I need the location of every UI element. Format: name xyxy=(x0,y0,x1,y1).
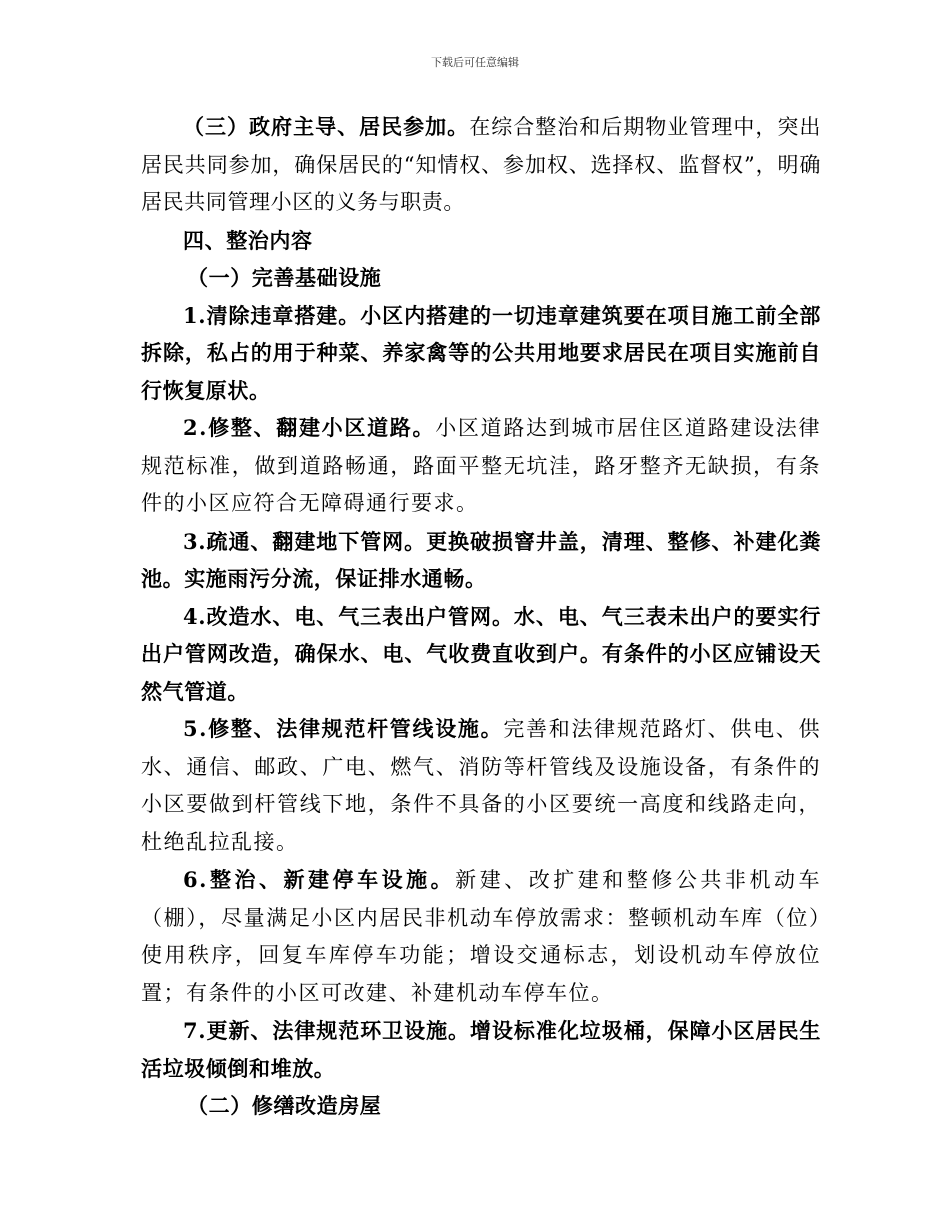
item-body: 完善和法律规范路灯、供电、供水、通信、邮政、广电、燃气、消防等杆管线及设施设备，有条件的小区要做到杆管线下地，条件不具备的小区要统一高度和线路走向，杜绝乱拉乱接。 xyxy=(141,717,822,854)
subsection-heading-2 xyxy=(141,1087,821,1125)
paragraph-principle-3 xyxy=(141,108,821,222)
item-text: 7.更新、法律规范环卫设施。增设标准化垃圾桶，保障小区居民生活垃圾倾倒和堆放。 xyxy=(141,1018,821,1081)
item-2 xyxy=(141,409,821,523)
item-text: 3.疏通、翻建地下管网。更换破损窨井盖，清理、整修、补建化粪池。实施雨污分流，保证排水通畅。 xyxy=(141,528,821,591)
item-lead: 2.修整、翻建小区道路。 xyxy=(183,415,436,440)
item-4 xyxy=(141,598,821,711)
subsection-heading-1 xyxy=(141,259,821,297)
item-lead: 6.整治、新建停车设施。 xyxy=(183,867,456,892)
heading-text: 四、整治内容 xyxy=(183,227,313,253)
paragraph-lead: （三）政府主导、居民参加。 xyxy=(183,114,470,139)
item-body: 小区道路达到城市居住区道路建设法律规范标准，做到道路畅通，路面平整无坑洼，路牙整齐无缺损，有条件的小区应符合无障碍通行要求。 xyxy=(141,416,821,515)
page-header: 下载后可任意编辑 xyxy=(431,56,519,69)
item-6 xyxy=(141,861,821,1012)
document-body xyxy=(141,108,821,1125)
item-text: 4.改造水、电、气三表出户管网。水、电、气三表未出户的要实行出户管网改造，确保水、电、气收费直收到户。有条件的小区应铺设天然气管道。 xyxy=(141,603,821,704)
heading-text: （一）完善基础设施 xyxy=(187,265,382,290)
item-1 xyxy=(141,297,821,410)
item-body: 新建、改扩建和整修公共非机动车（棚），尽量满足小区内居民非机动车停放需求：整顿机动车库（位）使用秩序，回复车库停车功能；增设交通标志，划设机动车停放位置；有条件的小区可改建、补建机动车停车位。 xyxy=(141,868,821,1005)
item-text: 1.清除违章搭建。小区内搭建的一切违章建筑要在项目施工前全部拆除，私占的用于种菜、养家禽等的公共用地要求居民在项目实施前自行恢复原状。 xyxy=(141,302,821,403)
item-5 xyxy=(141,710,821,861)
item-7 xyxy=(141,1012,821,1087)
item-3 xyxy=(141,523,821,598)
section-heading-4 xyxy=(141,222,821,260)
item-lead: 5.修整、法律规范杆管线设施。 xyxy=(183,716,504,741)
heading-text: （二）修缮改造房屋 xyxy=(187,1093,382,1118)
paragraph-body: 在综合整治和后期物业管理中，突出居民共同参加，确保居民的“知情权、参加权、选择权、监督权”，明确居民共同管理小区的义务与职责。 xyxy=(141,115,821,214)
